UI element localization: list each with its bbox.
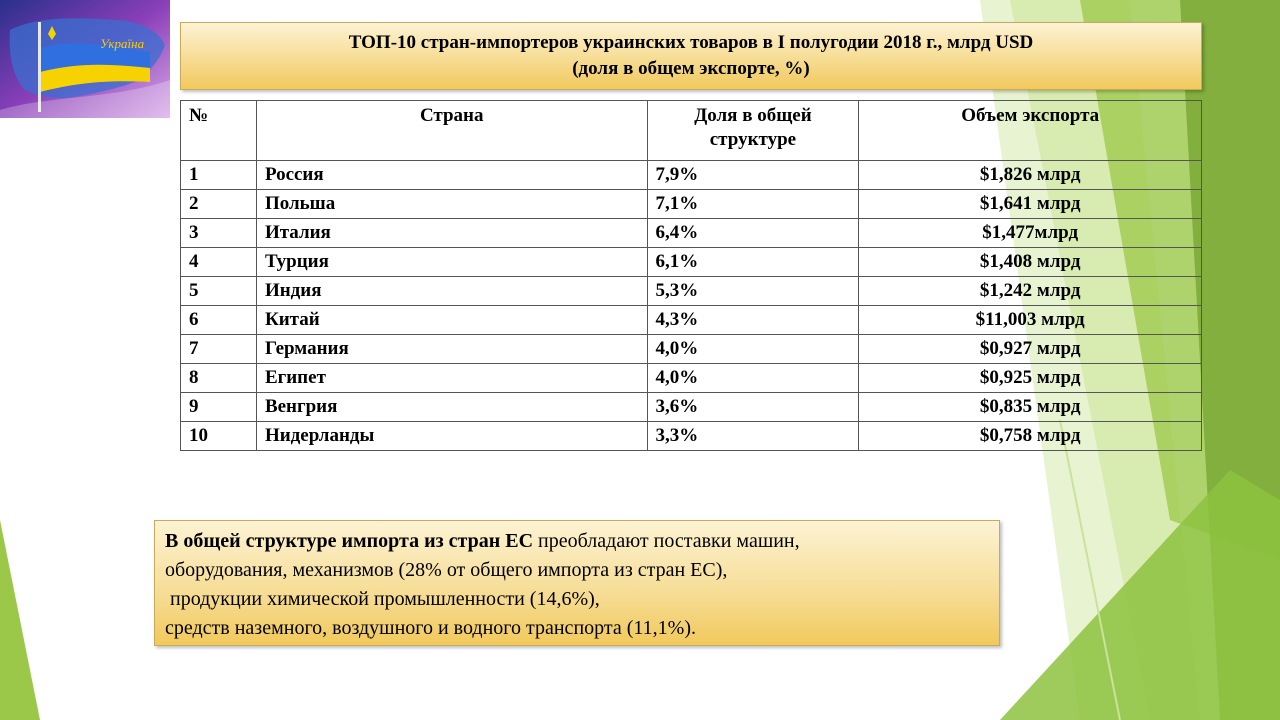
- table-row: [181, 364, 1202, 393]
- cell-num: 3: [181, 219, 257, 248]
- cell-volume: $0,925 млрд: [859, 364, 1202, 393]
- cell-country: Турция: [256, 248, 647, 277]
- cell-share: 6,1%: [647, 248, 859, 277]
- cell-share: 3,3%: [647, 422, 859, 451]
- importers-table: [180, 100, 1202, 451]
- cell-volume: $11,003 млрд: [859, 306, 1202, 335]
- table-row: [181, 219, 1202, 248]
- cell-volume: $0,835 млрд: [859, 393, 1202, 422]
- table-row: [181, 393, 1202, 422]
- table-row: [181, 335, 1202, 364]
- ukraine-map-flag-icon: [0, 0, 170, 118]
- cell-share: 6,4%: [647, 219, 859, 248]
- cell-volume: $1,242 млрд: [859, 277, 1202, 306]
- table-row: [181, 161, 1202, 190]
- table-row: [181, 422, 1202, 451]
- cell-country: Индия: [256, 277, 647, 306]
- cell-num: 4: [181, 248, 257, 277]
- cell-volume: $1,641 млрд: [859, 190, 1202, 219]
- cell-num: 5: [181, 277, 257, 306]
- note-line-4: средств наземного, воздушного и водного транспорта (11,1%).: [165, 617, 696, 639]
- note-bold-lead: В общей структуре импорта из стран ЕС: [165, 530, 534, 552]
- table-row: [181, 277, 1202, 306]
- cell-volume: $1,408 млрд: [859, 248, 1202, 277]
- cell-volume: $1,477млрд: [859, 219, 1202, 248]
- cell-num: 2: [181, 190, 257, 219]
- slide-title: [180, 22, 1202, 90]
- title-line-2: (доля в общем экспорте, %): [572, 58, 810, 79]
- logo-text: Україна: [100, 36, 145, 51]
- cell-num: 7: [181, 335, 257, 364]
- eu-import-note: [154, 520, 1000, 646]
- cell-volume: $0,758 млрд: [859, 422, 1202, 451]
- cell-country: Венгрия: [256, 393, 647, 422]
- cell-country: Польша: [256, 190, 647, 219]
- cell-num: 1: [181, 161, 257, 190]
- cell-country: Египет: [256, 364, 647, 393]
- cell-country: Китай: [256, 306, 647, 335]
- cell-country: Германия: [256, 335, 647, 364]
- table-header-row: [181, 101, 1202, 161]
- header-num: №: [181, 101, 257, 161]
- note-line-1-text: преобладают поставки машин,: [533, 530, 800, 552]
- note-line-1: [165, 527, 989, 556]
- cell-num: 9: [181, 393, 257, 422]
- cell-share: 4,3%: [647, 306, 859, 335]
- header-volume: Объем экспорта: [859, 101, 1202, 161]
- header-share: [647, 101, 859, 161]
- cell-country: Нидерланды: [256, 422, 647, 451]
- cell-share: 3,6%: [647, 393, 859, 422]
- cell-country: Италия: [256, 219, 647, 248]
- cell-share: 4,0%: [647, 335, 859, 364]
- cell-share: 5,3%: [647, 277, 859, 306]
- cell-share: 7,9%: [647, 161, 859, 190]
- table-row: [181, 306, 1202, 335]
- cell-num: 8: [181, 364, 257, 393]
- ukraine-logo: [0, 0, 170, 118]
- cell-num: 6: [181, 306, 257, 335]
- cell-country: Россия: [256, 161, 647, 190]
- note-line-2: оборудования, механизмов (28% от общего импорта из стран ЕС),: [165, 559, 728, 581]
- cell-volume: $0,927 млрд: [859, 335, 1202, 364]
- table-row: [181, 248, 1202, 277]
- cell-num: 10: [181, 422, 257, 451]
- table-row: [181, 190, 1202, 219]
- cell-share: 7,1%: [647, 190, 859, 219]
- header-share-line-1: Доля в общей: [694, 105, 812, 126]
- cell-share: 4,0%: [647, 364, 859, 393]
- header-country: Страна: [256, 101, 647, 161]
- cell-volume: $1,826 млрд: [859, 161, 1202, 190]
- title-line-1: ТОП-10 стран-импортеров украинских товаров в I полугодии 2018 г., млрд USD: [348, 32, 1034, 53]
- note-line-3: продукции химической промышленности (14,6%),: [165, 588, 600, 610]
- header-share-line-2: структуре: [709, 129, 797, 150]
